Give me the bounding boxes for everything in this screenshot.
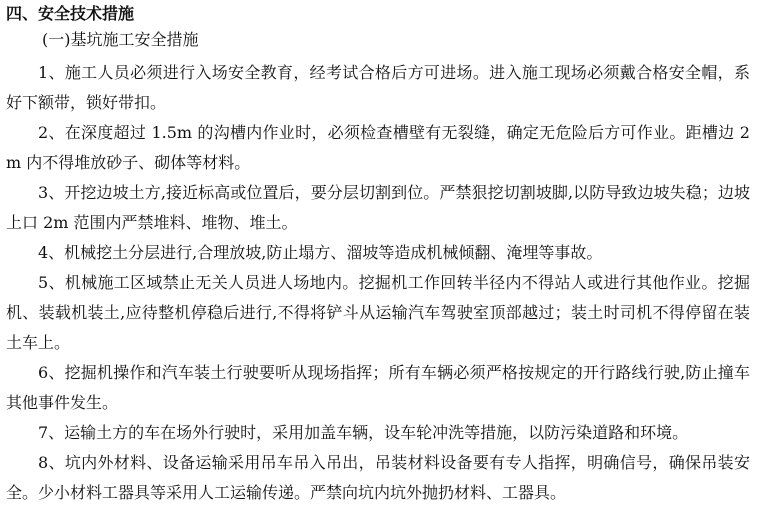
measure-item-5: 5、机械施工区域禁止无关人员进人场地内。挖掘机工作回转半径内不得站人或进行其他作业。挖掘机、装载机装土,应待整机停稳后进行,不得将铲斗从运输汽车驾驶室顶部越过；装土时司机不得停留在装土车上。	[6, 273, 750, 352]
measure-item-4: 4、机械挖土分层进行,合理放坡,防止塌方、溜坡等造成机械倾翻、淹埋等事故。	[38, 243, 603, 262]
subsection-heading: (一)基坑施工安全措施	[42, 30, 199, 49]
measure-item-8: 8、坑内外材料、设备运输采用吊车吊入吊出，吊装材料设备要有专人指挥，明确信号，确保吊装安全。少小材料工器具等采用人工运输传递。严禁向坑内坑外抛扔材料、工器具。	[6, 453, 750, 502]
measure-item-6: 6、挖掘机操作和汽车装土行驶要听从现场指挥；所有车辆必须严格按规定的开行路线行驶,防止撞车其他事件发生。	[6, 363, 750, 412]
measure-item-3: 3、开挖边坡土方,接近标高或位置后，要分层切割到位。严禁狠挖切割坡脚,以防导致边坡失稳；边坡上口 2m 范围内严禁堆料、堆物、堆土。	[6, 183, 750, 232]
measure-item-1: 1、施工人员必须进行入场安全教育，经考试合格后方可进场。进入施工现场必须戴合格安全帽，系好下额带，锁好带扣。	[6, 63, 750, 112]
measure-item-2: 2、在深度超过 1.5m 的沟槽内作业时，必须检查槽壁有无裂缝，确定无危险后方可作业。距槽边 2m 内不得堆放砂子、砌体等材料。	[6, 123, 750, 172]
measure-item-7: 7、运输土方的车在场外行驶时，采用加盖车辆，设车轮冲洗等措施，以防污染道路和环境。	[38, 423, 689, 442]
section-heading: 四、安全技术措施	[6, 4, 135, 23]
